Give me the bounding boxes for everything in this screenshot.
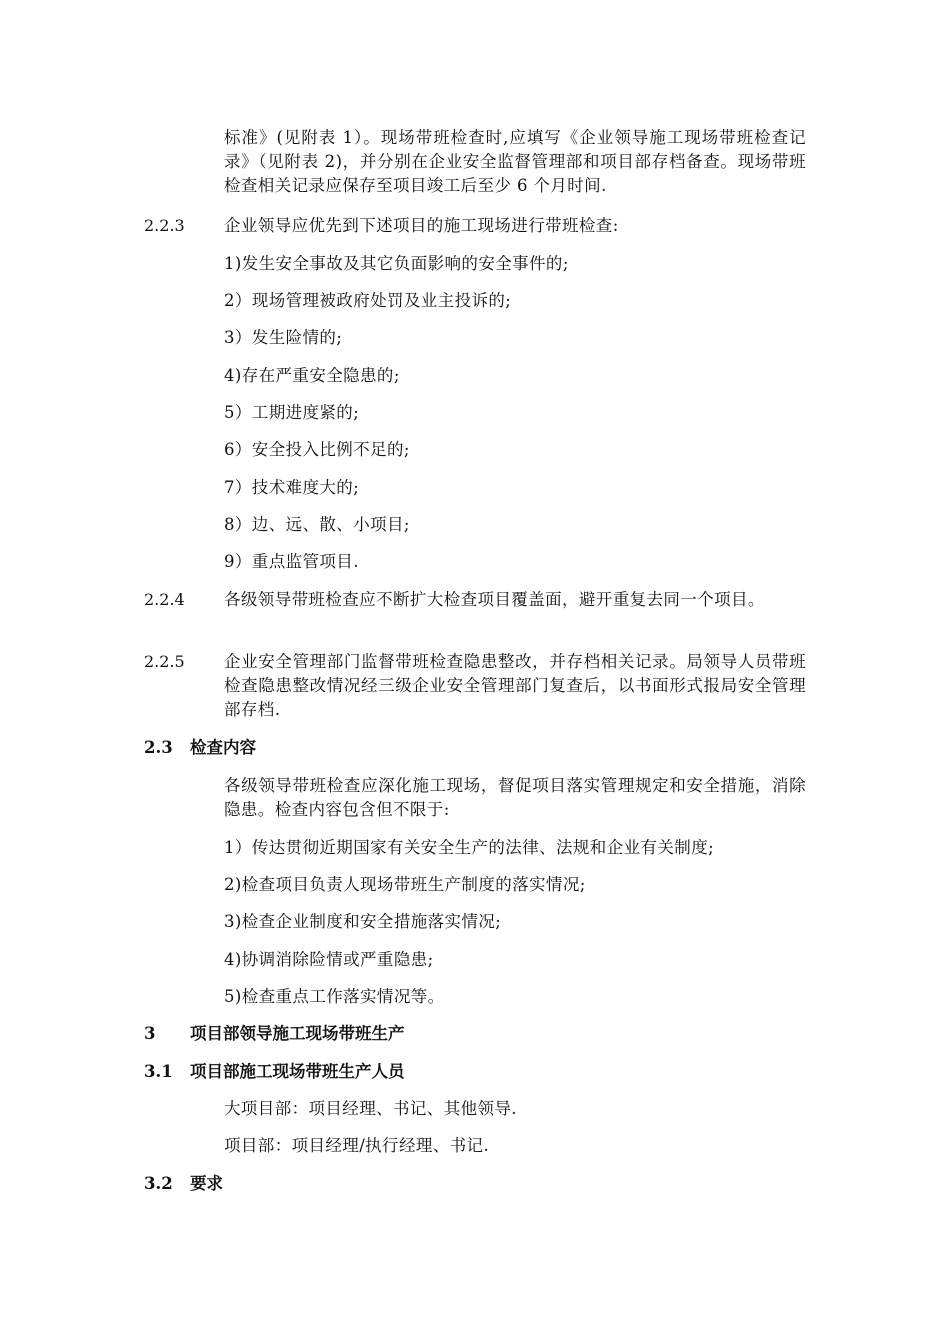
list-item: 5)检查重点工作落实情况等。 [224,987,445,1006]
section-3-title: 项目部领导施工现场带班生产 [190,1024,405,1043]
section-2-2-5-text: 企业安全管理部门监督带班检查隐患整改，并存档相关记录。局领导人员带班检查隐患整改情况经三级企业安全管理部门复查后，以书面形式报局安全管理部存档. [224,652,806,719]
list-item: 7）技术难度大的; [224,478,360,497]
section-3-2-title: 要求 [190,1174,223,1193]
list-item: 1）传达贯彻近期国家有关安全生产的法律、法规和企业有关制度; [224,838,715,857]
list-item: 2）现场管理被政府处罚及业主投诉的; [224,291,512,310]
list-item: 3)检查企业制度和安全措施落实情况; [224,912,502,931]
list-item: 4)协调消除险情或严重隐患; [224,950,434,969]
section-number-2-3: 2.3 [144,738,173,757]
section-number-3-1: 3.1 [144,1062,173,1081]
list-item: 项目部：项目经理/执行经理、书记. [224,1136,490,1155]
list-item: 1)发生安全事故及其它负面影响的安全事件的; [224,254,569,273]
list-item: 5）工期进度紧的; [224,403,360,422]
list-item: 9）重点监管项目. [224,552,359,571]
section-2-2-3-text: 企业领导应优先到下述项目的施工现场进行带班检查: [224,216,619,235]
section-number-2-2-3: 2.2.3 [144,216,185,235]
section-3-1-title: 项目部施工现场带班生产人员 [190,1062,405,1081]
section-2-3-text: 各级领导带班检查应深化施工现场，督促项目落实管理规定和安全措施，消除隐患。检查内容包含但不限于: [224,776,806,819]
list-item: 2)检查项目负责人现场带班生产制度的落实情况; [224,875,586,894]
section-number-3-2: 3.2 [144,1174,173,1193]
section-number-2-2-4: 2.2.4 [144,590,185,609]
list-item: 大项目部：项目经理、书记、其他领导. [224,1099,517,1118]
section-number-3: 3 [144,1024,156,1043]
section-2-2-4-text: 各级领导带班检查应不断扩大检查项目覆盖面，避开重复去同一个项目。 [224,590,765,609]
list-item: 6）安全投入比例不足的; [224,440,410,459]
intro-paragraph: 标准》(见附表 1）。现场带班检查时,应填写《企业领导施工现场带班检查记录》（见附表 2)，并分别在企业安全监督管理部和项目部存档备查。现场带班检查相关记录应保存至项目竣工后至少 6 个月时间. [224,128,806,195]
section-2-3-title: 检查内容 [190,738,256,757]
list-item: 3）发生险情的; [224,328,343,347]
list-item: 8）边、远、散、小项目; [224,515,410,534]
list-item: 4)存在严重安全隐患的; [224,366,400,385]
section-number-2-2-5: 2.2.5 [144,652,185,671]
